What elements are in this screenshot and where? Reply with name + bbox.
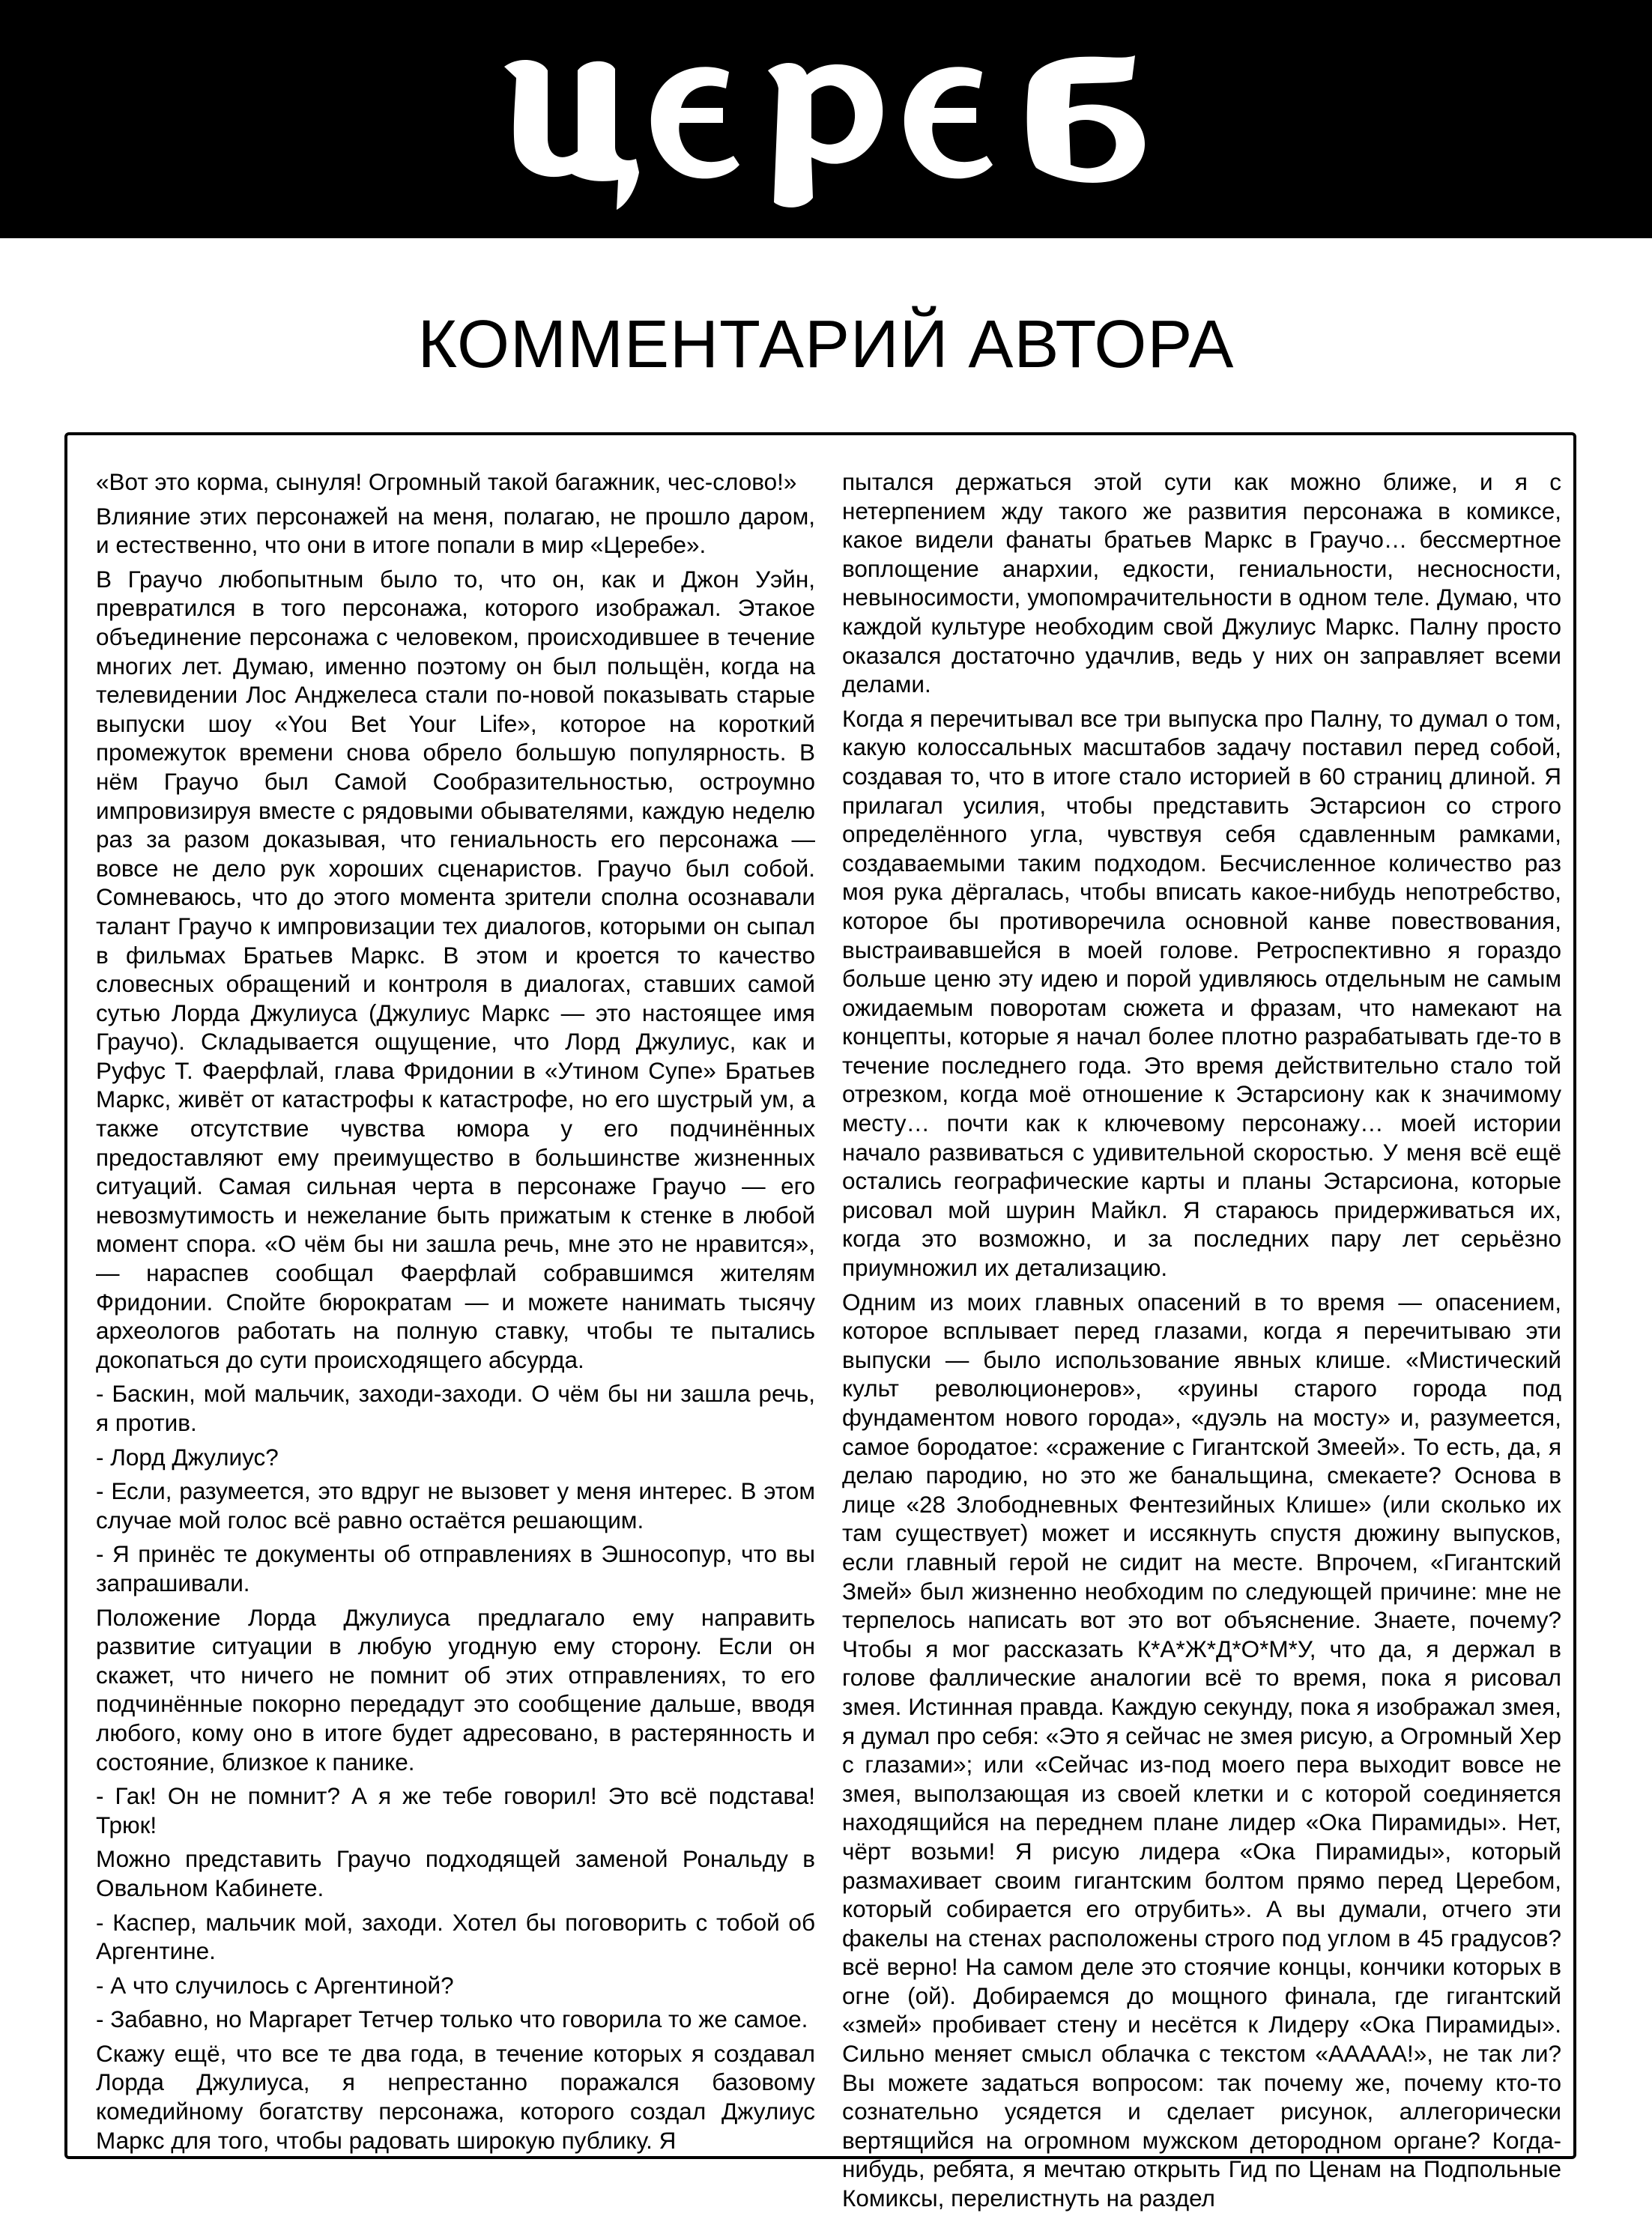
cerebus-logo [489, 25, 1164, 213]
header-banner [0, 0, 1652, 238]
left-column [96, 467, 815, 2160]
paragraph: Положение Лорда Джулиуса предлагало ему направить развитие ситуации в любую угодную ему сторону. Если он скажет, что ничего не помнит об этих отправлениях, то его подчинённые покорно передадут это сообщение дальше, вводя любого, кому оно в итоге будет адресовано, в растерянность и состояние, близкое к панике. [96, 1603, 815, 1775]
paragraph: Когда я перечитывал все три выпуска про Палну, то думал о том, какую колоссальных масштабов задачу поставил перед собой, создавая то, что в итоге стало историей в 60 страниц длиной. Я прилагал усилия, чтобы представить Эстарсион со строго определённого угла, чувствуя себя сдавленным рамками, создаваемыми таким подходом. Бесчисленное количество раз моя рука дёргалась, чтобы вписать какое-нибудь непотребство, которое бы противоречила основной канве повествования, выстраивавшейся в моей голове. Ретроспективно я гораздо больше ценю эту идею и порой удивляюсь отдельным не самым ожидаемым поворотам сюжета и фразам, что намекают на концепты, которые я начал более плотно разрабатывать где-то в течение последнего года. Это время действительно стало той отрезком, когда моё отношение к Эстарсиону как к значимому месту… почти как к ключевому персонажу… моей истории начало развиваться с удивительной скоростью. У меня всё ещё остались географические карты и планы Эстарсиона, которые рисовал мой шурин Майкл. Я стараюсь придерживаться их, когда это возможно, и за последних пару лет серьёзно приумножил их детализацию. [842, 704, 1561, 1282]
paragraph: «Вот это корма, сынуля! Огромный такой багажник, чес-слово!» [96, 468, 797, 495]
paragraph: Можно представить Граучо подходящей заменой Рональду в Овальном Кабинете. [96, 1845, 815, 1901]
paragraph: - Я принёс те документы об отправлениях в Эшносопур, что вы запрашивали. [96, 1540, 815, 1596]
paragraph: пытался держаться этой сути как можно ближе, и я с нетерпением жду такого же развития персонажа в комиксе, какое видели фанаты братьев Маркс в Граучо… бессмертное воплощение анархии, едкости, гениальности, несносности, невыносимости, умопомрачительности в одном теле. Думаю, что каждой культуре необходим свой Джулиус Маркс. Палну просто оказался достаточно удачлив, ведь у них он заправляет всеми делами. [842, 468, 1561, 698]
paragraph: - Забавно, но Маргарет Тетчер только что говорила то же самое. [96, 2005, 808, 2033]
right-column [842, 467, 1561, 2218]
paragraph: - Лорд Джулиус? [96, 1443, 279, 1471]
page-title: КОММЕНТАРИЙ АВТОРА [417, 307, 1235, 382]
paragraph: Влияние этих персонажей на меня, полагаю, не прошло даром, и естественно, что они в итоге попали в мир «Церебе». [96, 502, 815, 559]
paragraph: - Если, разумеется, это вдруг не вызовет у меня интерес. В этом случае мой голос всё равно остаётся решающим. [96, 1477, 815, 1534]
paragraph: - Баскин, мой мальчик, заходи-заходи. О чём бы ни зашла речь, я против. [96, 1380, 815, 1436]
paragraph: - А что случилось с Аргентиной? [96, 1971, 454, 1999]
paragraph: - Гак! Он не помнит? А я же тебе говорил! Это всё подстава! Трюк! [96, 1782, 815, 1838]
paragraph: Скажу ещё, что все те два года, в течение которых я создавал Лорда Джулиуса, я непрестанно поражался базовому комедийному богатству персонажа, которого создал Джулиус Маркс для того, чтобы радовать широкую публику. Я [96, 2039, 815, 2154]
paragraph: - Каспер, мальчик мой, заходи. Хотел бы поговорить с тобой об Аргентине. [96, 1908, 815, 1965]
paragraph: В Граучо любопытным было то, что он, как и Джон Уэйн, превратился в того персонажа, которого изображал. Этакое объединение персонажа с человеком, происходившее в течение многих лет. Думаю, именно поэтому он был польщён, когда на телевидении Лос Анджелеса стали по-новой показывать старые выпуски шоу «You Bet Your Life», которое на короткий промежуток времени снова обрело большую популярность. В нём Граучо был Самой Сообразительностью, остроумно импровизируя вместе с рядовыми обывателями, каждую неделю раз за разом доказывая, что гениальность его персонажа — вовсе не дело рук хороших сценаристов. Граучо был собой. Сомневаюсь, что до этого момента зрители сполна осознавали талант Граучо к импровизации тех диалогов, которыми он сыпал в фильмах Братьев Маркс. В этом и кроется то качество словесных обращений и контроля в диалогах, ставших самой сутью Лорда Джулиуса (Джулиус Маркс — это настоящее имя Граучо). Складывается ощущение, что Лорд Джулиус, как и Руфус Т. Фаерфлай, глава Фридонии в «Утином Супе» Братьев Маркс, живёт от катастрофы к катастрофе, но его шустрый ум, а также отсутствие чувства юмора у его подчинённых предоставляют ему преимущество в большинстве жизненных ситуаций. Самая сильная черта в персонаже Граучо — его невозмутимость и нежелание быть прижатым к стенке в любой момент спора. «О чём бы ни зашла речь, мне это не нравится», — нараспев сообщал Фаерфлай собравшимся жителям Фридонии. Спойте бюрократам — и можете нанимать тысячу археологов работать на полную ставку, чтобы те пытались докопаться до сути происходящего абсурда. [96, 565, 815, 1373]
logo-lettering [504, 55, 1145, 210]
paragraph: Одним из моих главных опасений в то время — опасением, которое всплывает перед глазами, когда я перечитываю эти выпуски — было использование явных клише. «Мистический культ революционеров», «руины старого города под фундаментом нового города», «дуэль на мосту» и, разумеется, самое бородатое: «сражение с Гигантской Змеей». То есть, да, я делаю пародию, но это же банальщина, смекаете? Основа в лице «28 Злободневных Фентезийных Клише» (или сколько их там существует) может и иссякнуть спустя дюжину выпусков, если главный герой не сидит на месте. Впрочем, «Гигантский Змей» был жизненно необходим по следующей причине: мне не терпелось написать вот это вот объяснение. Знаете, почему? Чтобы я мог рассказать К*А*Ж*Д*О*М*У, что да, я держал в голове фаллические аналогии всё то время, пока я рисовал змея. Истинная правда. Каждую секунду, пока я изображал змея, я думал про себя: «Это я сейчас не змея рисую, а Огромный Хер с глазами»; или «Сейчас из-под моего пера выходит вовсе не змея, выползающая из своей клетки и с которой соединяется находящийся на переднем плане лидер «Ока Пирамиды». Нет, чёрт возьми! Я рисую лидера «Ока Пирамиды», который размахивает своим гигантским болтом прямо перед Церебом, который собирается его отрубить». А вы думали, отчего эти факелы на стенах расположены строго под углом в 45 градусов? всё верно! На самом деле это стоячие концы, кончики которых в огне (ой). Добираемся до мощного финала, где гигантский «змей» пробивает стену и несётся к Лидеру «Ока Пирамиды». Сильно меняет смысл облачка с текстом «ААААА!», не так ли? Вы можете задаться вопросом: так почему же, почему кто-то сознательно усядется и сделает рисунок, аллегорически вертящийся на огромном мужском детородном органе? Когда-нибудь, ребята, я мечтаю открыть Гид по Ценам на Подпольные Комиксы, перелистнуть на раздел [842, 1288, 1561, 2212]
